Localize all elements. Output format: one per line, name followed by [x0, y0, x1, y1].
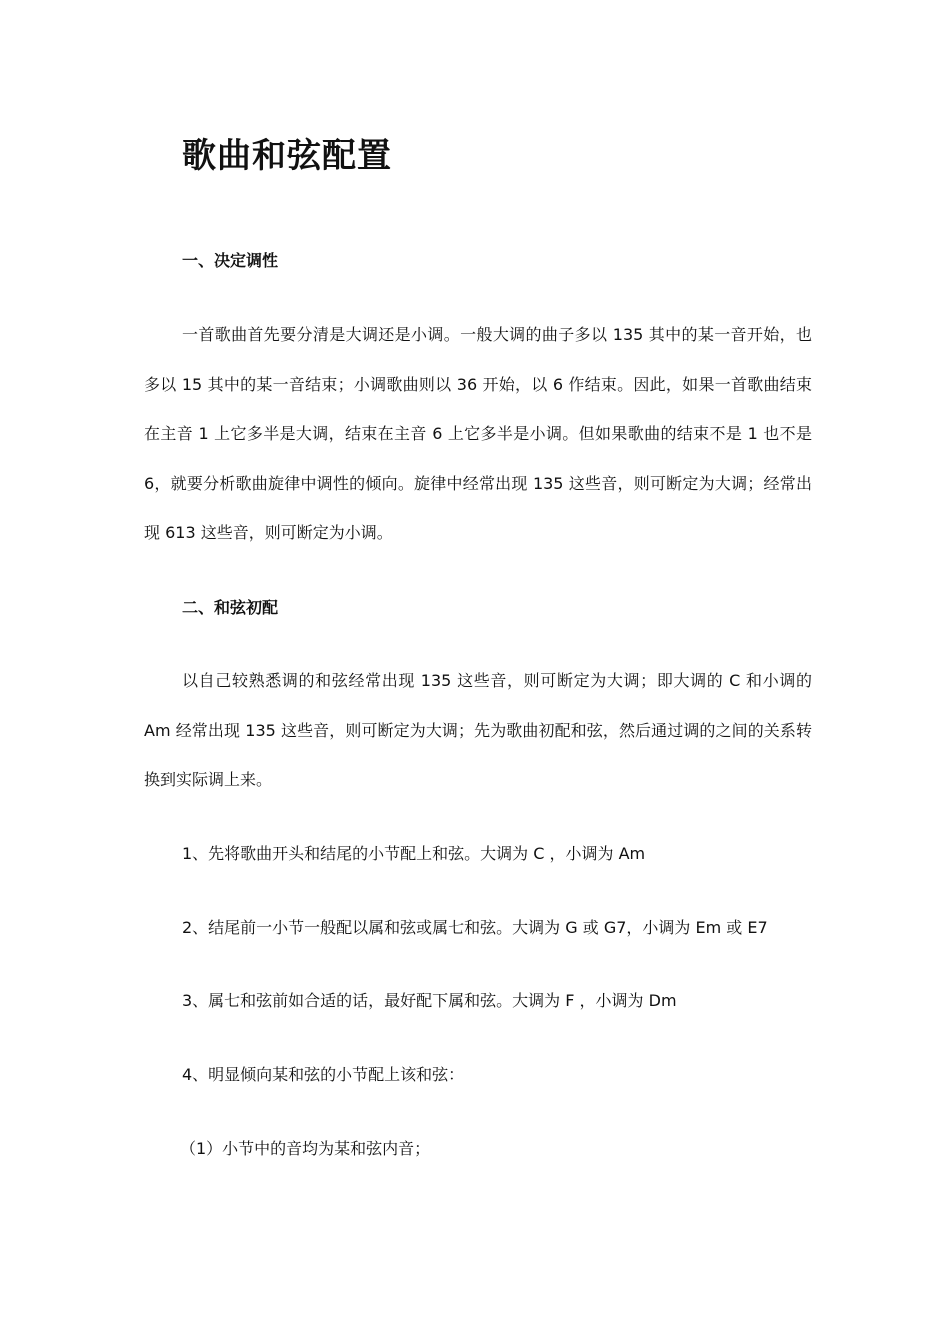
section-heading-chords: 二、和弦初配 — [182, 598, 279, 617]
section-heading-key: 一、决定调性 — [182, 251, 279, 270]
list-item: 1、先将歌曲开头和结尾的小节配上和弦。大调为 C ，小调为 Am — [182, 844, 646, 863]
list-item: 2、结尾前一小节一般配以属和弦或属七和弦。大调为 G 或 G7，小调为 Em 或 E7 — [182, 918, 768, 937]
page-title: 歌曲和弦配置 — [182, 136, 392, 176]
section-key-paragraph: 一首歌曲首先要分清是大调还是小调。一般大调的曲子多以 135 其中的某一音开始，也多以 15 其中的某一音结束；小调歌曲则以 36 开始，以 6 作结束。因此，如果一首歌曲结束在主音 1 上它多半是大调，结束在主音 6 上它多半是小调。但如果歌曲的结束不是 1 也不是 6，就要分析歌曲旋律中调性的倾向。旋律中经常出现 135 这些音，则可断定为大调；经常出现 613 这些音，则可断定为小调。 — [144, 325, 812, 542]
list-item: （1）小节中的音均为某和弦内音； — [180, 1139, 431, 1158]
list-item: 3、属七和弦前如合适的话，最好配下属和弦。大调为 F ，小调为 Dm — [182, 991, 677, 1010]
list-item: 4、明显倾向某和弦的小节配上该和弦： — [182, 1065, 465, 1084]
section-chords-paragraph: 以自己较熟悉调的和弦经常出现 135 这些音，则可断定为大调；即大调的 C 和小调的 Am 经常出现 135 这些音，则可断定为大调；先为歌曲初配和弦，然后通过调的之间的关系转换到实际调上来。 — [144, 671, 812, 789]
